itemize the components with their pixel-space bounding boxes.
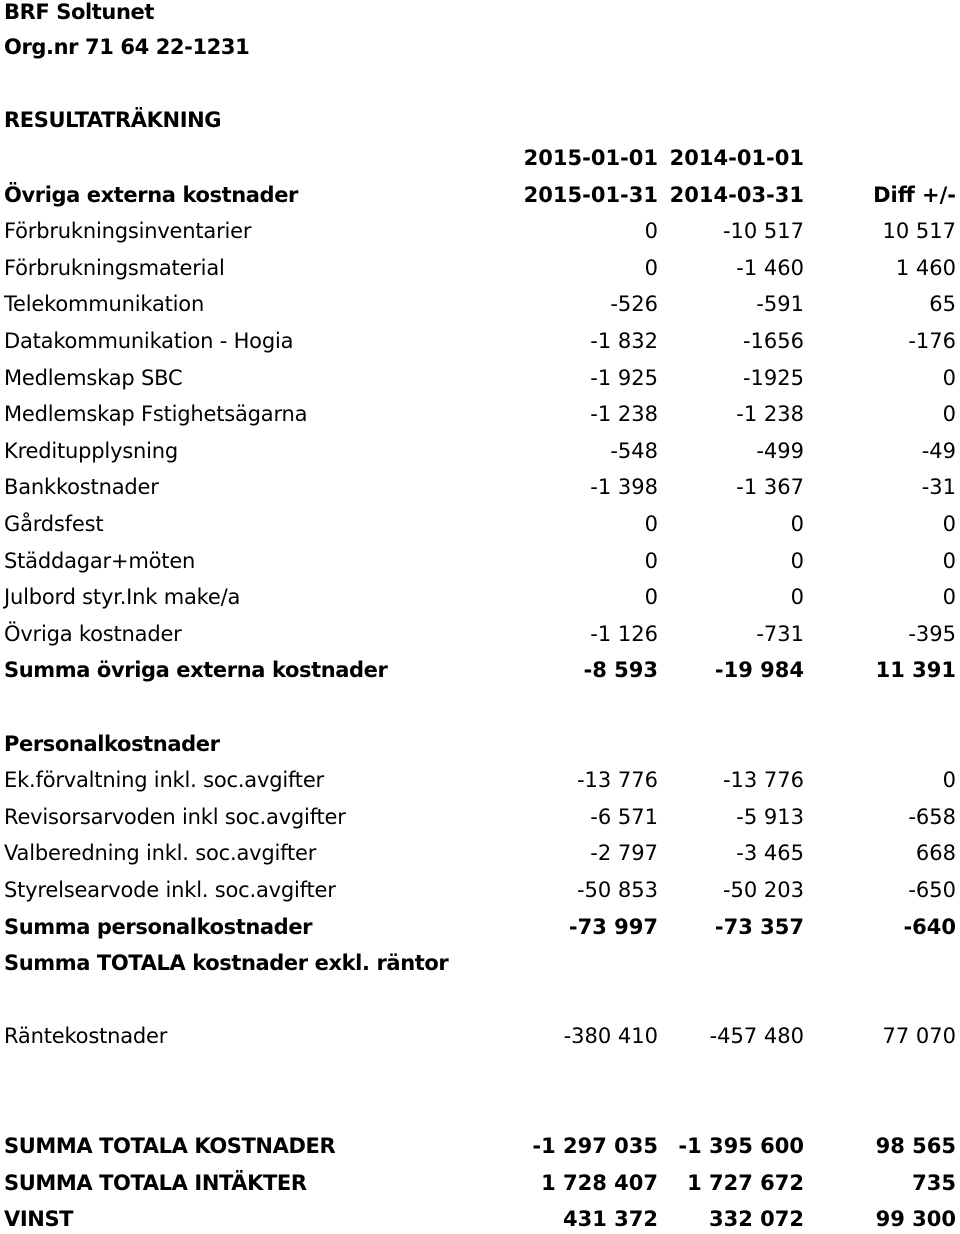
value-diff: 0 xyxy=(942,512,956,536)
value-diff: Diff +/- xyxy=(873,182,956,207)
row-label: Gårdsfest xyxy=(4,512,104,536)
value-2014: -73 357 xyxy=(714,914,804,939)
row-label: Personalkostnader xyxy=(4,731,220,756)
table-row xyxy=(0,143,960,173)
value-2015: 431 372 xyxy=(563,1207,658,1232)
value-2015: 0 xyxy=(644,548,658,573)
row-label: VINST xyxy=(4,1207,74,1232)
row-label: Städdagar+möten xyxy=(4,548,196,573)
table-row xyxy=(0,253,960,283)
value-diff: 668 xyxy=(915,841,956,866)
value-diff: -176 xyxy=(908,329,956,353)
row-label: Förbrukningsmaterial xyxy=(4,255,225,280)
report-title: RESULTATRÄKNING xyxy=(4,108,222,132)
table-row xyxy=(0,326,960,356)
table-row xyxy=(0,765,960,795)
value-2015: -526 xyxy=(610,292,658,317)
value-2014: 2014-01-01 xyxy=(669,146,804,170)
value-diff: 65 xyxy=(929,292,956,317)
value-2014: -50 203 xyxy=(722,878,804,902)
row-label: Summa personalkostnader xyxy=(4,914,313,939)
row-label: Summa övriga externa kostnader xyxy=(4,658,388,683)
value-2015: 0 xyxy=(644,585,658,610)
value-diff: -31 xyxy=(921,475,956,500)
value-2014: -1 460 xyxy=(736,255,804,280)
value-diff: 0 xyxy=(942,402,956,427)
value-2014: -1 367 xyxy=(736,475,804,500)
table-row xyxy=(0,472,960,502)
value-2015: -6 571 xyxy=(590,804,658,829)
value-2014: -1 238 xyxy=(736,402,804,427)
value-2014: 0 xyxy=(790,585,804,610)
org-number: Org.nr 71 64 22-1231 xyxy=(4,35,250,59)
value-diff: 98 565 xyxy=(875,1134,956,1159)
value-2014: -10 517 xyxy=(722,219,804,244)
value-2014: 2014-03-31 xyxy=(669,182,804,207)
table-row xyxy=(0,912,960,942)
value-diff: 0 xyxy=(942,548,956,573)
value-2015: -1 238 xyxy=(590,402,658,427)
table-row xyxy=(0,802,960,832)
row-label: Förbrukningsinventarier xyxy=(4,219,252,244)
row-label: Summa TOTALA kostnader exkl. räntor xyxy=(4,951,449,976)
value-2015: -1 832 xyxy=(590,329,658,353)
table-row xyxy=(0,180,960,210)
value-2014: -3 465 xyxy=(736,841,804,866)
value-2014: 332 072 xyxy=(709,1207,804,1232)
table-row xyxy=(0,619,960,649)
value-2015: 0 xyxy=(644,255,658,280)
row-label: Telekommunikation xyxy=(4,292,205,317)
value-diff: 1 460 xyxy=(895,255,956,280)
value-diff: 0 xyxy=(942,585,956,610)
value-2015: 2015-01-31 xyxy=(523,182,658,207)
table-row xyxy=(0,509,960,539)
value-2015: -1 297 035 xyxy=(532,1134,658,1159)
value-diff: 0 xyxy=(942,768,956,793)
value-diff: 735 xyxy=(912,1170,956,1195)
value-diff: 77 070 xyxy=(882,1024,956,1049)
row-label: Övriga externa kostnader xyxy=(4,182,298,207)
row-label: Valberedning inkl. soc.avgifter xyxy=(4,841,317,866)
value-2015: -1 925 xyxy=(590,365,658,390)
value-2015: 0 xyxy=(644,512,658,536)
value-2015: -380 410 xyxy=(563,1024,658,1049)
row-label: Medlemskap SBC xyxy=(4,365,183,390)
table-row xyxy=(0,289,960,319)
value-diff: 99 300 xyxy=(875,1207,956,1232)
value-2014: -457 480 xyxy=(709,1024,804,1049)
value-2014: 0 xyxy=(790,548,804,573)
value-2015: -1 398 xyxy=(590,475,658,500)
table-row xyxy=(0,985,960,1015)
value-2014: -591 xyxy=(756,292,804,317)
table-row xyxy=(0,1131,960,1161)
value-diff: -49 xyxy=(921,438,956,463)
value-2015: -8 593 xyxy=(583,658,658,683)
table-row xyxy=(0,1021,960,1051)
value-2014: -731 xyxy=(756,621,804,646)
row-label: Bankkostnader xyxy=(4,475,159,500)
value-2015: 0 xyxy=(644,219,658,244)
value-2015: -73 997 xyxy=(568,914,658,939)
value-diff: -658 xyxy=(908,804,956,829)
value-2014: -13 776 xyxy=(722,768,804,793)
value-2014: -5 913 xyxy=(736,804,804,829)
value-2015: -2 797 xyxy=(590,841,658,866)
value-diff: 10 517 xyxy=(882,219,956,244)
row-label: Övriga kostnader xyxy=(4,621,182,646)
table-row xyxy=(0,729,960,759)
row-label: Medlemskap Fstighetsägarna xyxy=(4,402,308,427)
table-row xyxy=(0,1204,960,1234)
row-label: Räntekostnader xyxy=(4,1024,168,1049)
row-label: Styrelsearvode inkl. soc.avgifter xyxy=(4,878,336,902)
row-label: SUMMA TOTALA INTÄKTER xyxy=(4,1170,307,1195)
value-2015: 1 728 407 xyxy=(541,1170,658,1195)
row-label: Julbord styr.Ink make/a xyxy=(4,585,241,610)
value-2014: 1 727 672 xyxy=(687,1170,804,1195)
value-diff: -650 xyxy=(908,878,956,902)
table-row xyxy=(0,216,960,246)
company-name: BRF Soltunet xyxy=(4,0,155,24)
row-label: Datakommunikation - Hogia xyxy=(4,329,294,353)
table-row xyxy=(0,692,960,722)
table-row xyxy=(0,1095,960,1125)
row-label: Kreditupplysning xyxy=(4,438,179,463)
value-2015: 2015-01-01 xyxy=(523,146,658,170)
value-diff: -640 xyxy=(903,914,956,939)
value-diff: -395 xyxy=(908,621,956,646)
value-2014: -1 395 600 xyxy=(678,1134,804,1159)
table-row xyxy=(0,363,960,393)
table-row xyxy=(0,655,960,685)
table-row xyxy=(0,1058,960,1088)
table-row xyxy=(0,838,960,868)
row-label: Revisorsarvoden inkl soc.avgifter xyxy=(4,804,346,829)
table-row xyxy=(0,582,960,612)
row-label: Ek.förvaltning inkl. soc.avgifter xyxy=(4,768,324,793)
row-label: SUMMA TOTALA KOSTNADER xyxy=(4,1134,336,1159)
value-2014: -1925 xyxy=(742,365,804,390)
value-2015: -548 xyxy=(610,438,658,463)
value-2014: 0 xyxy=(790,512,804,536)
value-2015: -1 126 xyxy=(590,621,658,646)
value-2014: -19 984 xyxy=(714,658,804,683)
table-row xyxy=(0,1168,960,1198)
value-diff: 0 xyxy=(942,365,956,390)
table-row xyxy=(0,546,960,576)
value-2015: -13 776 xyxy=(576,768,658,793)
table-row xyxy=(0,399,960,429)
value-2014: -499 xyxy=(756,438,804,463)
table-row xyxy=(0,436,960,466)
value-2015: -50 853 xyxy=(576,878,658,902)
value-2014: -1656 xyxy=(742,329,804,353)
table-row xyxy=(0,875,960,905)
table-row xyxy=(0,948,960,978)
value-diff: 11 391 xyxy=(875,658,956,683)
